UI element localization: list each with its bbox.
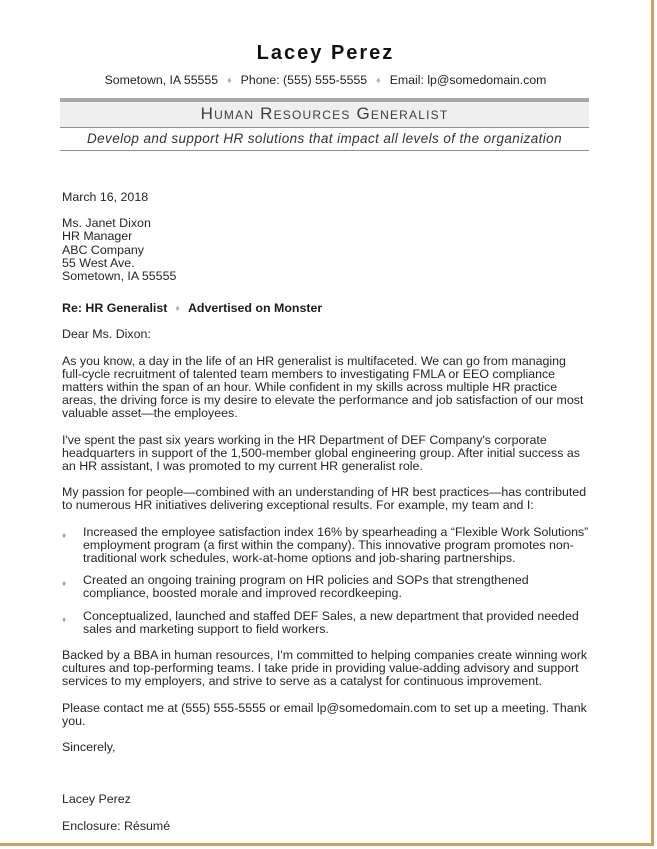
role-title: Human Resources Generalist [200,104,449,123]
valediction: Sincerely, [62,740,116,755]
diamond-bullet-icon: ♦ [62,579,67,589]
diamond-separator-icon: ♦ [227,74,232,85]
recipient-company: ABC Company [62,242,144,257]
list-item [62,526,589,566]
letter-date: March 16, 2018 [62,190,149,204]
diamond-separator-icon: ♦ [376,74,381,85]
signature-name: Lacey Perez [62,792,131,807]
contact-line [0,73,651,87]
recipient-city: Sometown, IA 55555 [62,269,177,284]
contact-email: Email: lp@somedomain.com [389,73,547,87]
subject-line [62,302,589,315]
diamond-bullet-icon: ♦ [62,614,67,624]
paragraph-2: I've spent the past six years working in the HR Department of DEF Company's corporate headquarters in support of the 1,500-member global engineering group. After initial success as an HR assistant, I was promoted to my current HR generalist role. [62,432,580,474]
recipient-block [62,217,589,283]
achievements-list [62,526,589,636]
enclosure-note: Enclosure: Résumé [62,818,171,833]
list-item [62,574,589,600]
bullet-text: Increased the employee satisfaction index 16% by spearheading a “Flexible Work Solutions” employment program (a first within the company). This innovative program promotes non-traditional work schedules, work-at-home options and job-sharing partnerships. [83,524,589,566]
subject-position: Re: HR Generalist [62,301,168,316]
tagline: Develop and support HR solutions that impact all levels of the organization [87,131,562,146]
diamond-separator-icon: ♦ [175,303,180,314]
recipient-street: 55 West Ave. [62,255,135,270]
contact-phone: Phone: (555) 555-5555 [240,73,368,87]
bullet-text: Created an ongoing training program on HR policies and SOPs that strengthened compliance, boosted morale and improved recordkeeping. [83,573,529,601]
paragraph-1: As you know, a day in the life of an HR generalist is multifaceted. We can go from managing full-cycle recruitment of talented team members to investigating FMLA or EEO compliance matters within the span of an hour. While confident in my skills across multiple HR practice areas, the driving force is my desire to elevate the performance and job satisfaction of our most valuable asset—the employees. [62,353,584,421]
candidate-name: Lacey Perez [256,42,395,64]
list-item [62,610,589,636]
subject-source: Advertised on Monster [187,301,323,316]
letterhead [0,0,651,87]
bullet-text: Conceptualized, launched and staffed DEF Sales, a new department that provided needed sales and marketing support to field workers. [83,608,579,636]
tagline-row [60,128,589,151]
diamond-bullet-icon: ♦ [62,530,67,540]
closing-paragraph-1: Backed by a BBA in human resources, I'm committed to helping companies create winning work cultures and top-performing teams. I take pride in providing value-adding advisory and support services to my employers, and strive to serve as a catalyst for continuous improvement. [62,648,588,689]
recipient-title: HR Manager [62,229,133,244]
recipient-name: Ms. Janet Dixon [62,216,151,231]
contact-location: Sometown, IA 55555 [104,73,219,87]
letter-body [0,191,651,833]
role-title-band [60,98,589,128]
achievements-intro: My passion for people—combined with an understanding of HR best practices—has contributed to numerous HR initiatives delivering exceptional results. For example, my team and I: [62,485,587,513]
closing-paragraph-2: Please contact me at (555) 555-5555 or email lp@somedomain.com to set up a meeting. Thank you. [62,700,587,728]
salutation: Dear Ms. Dixon: [62,327,151,342]
